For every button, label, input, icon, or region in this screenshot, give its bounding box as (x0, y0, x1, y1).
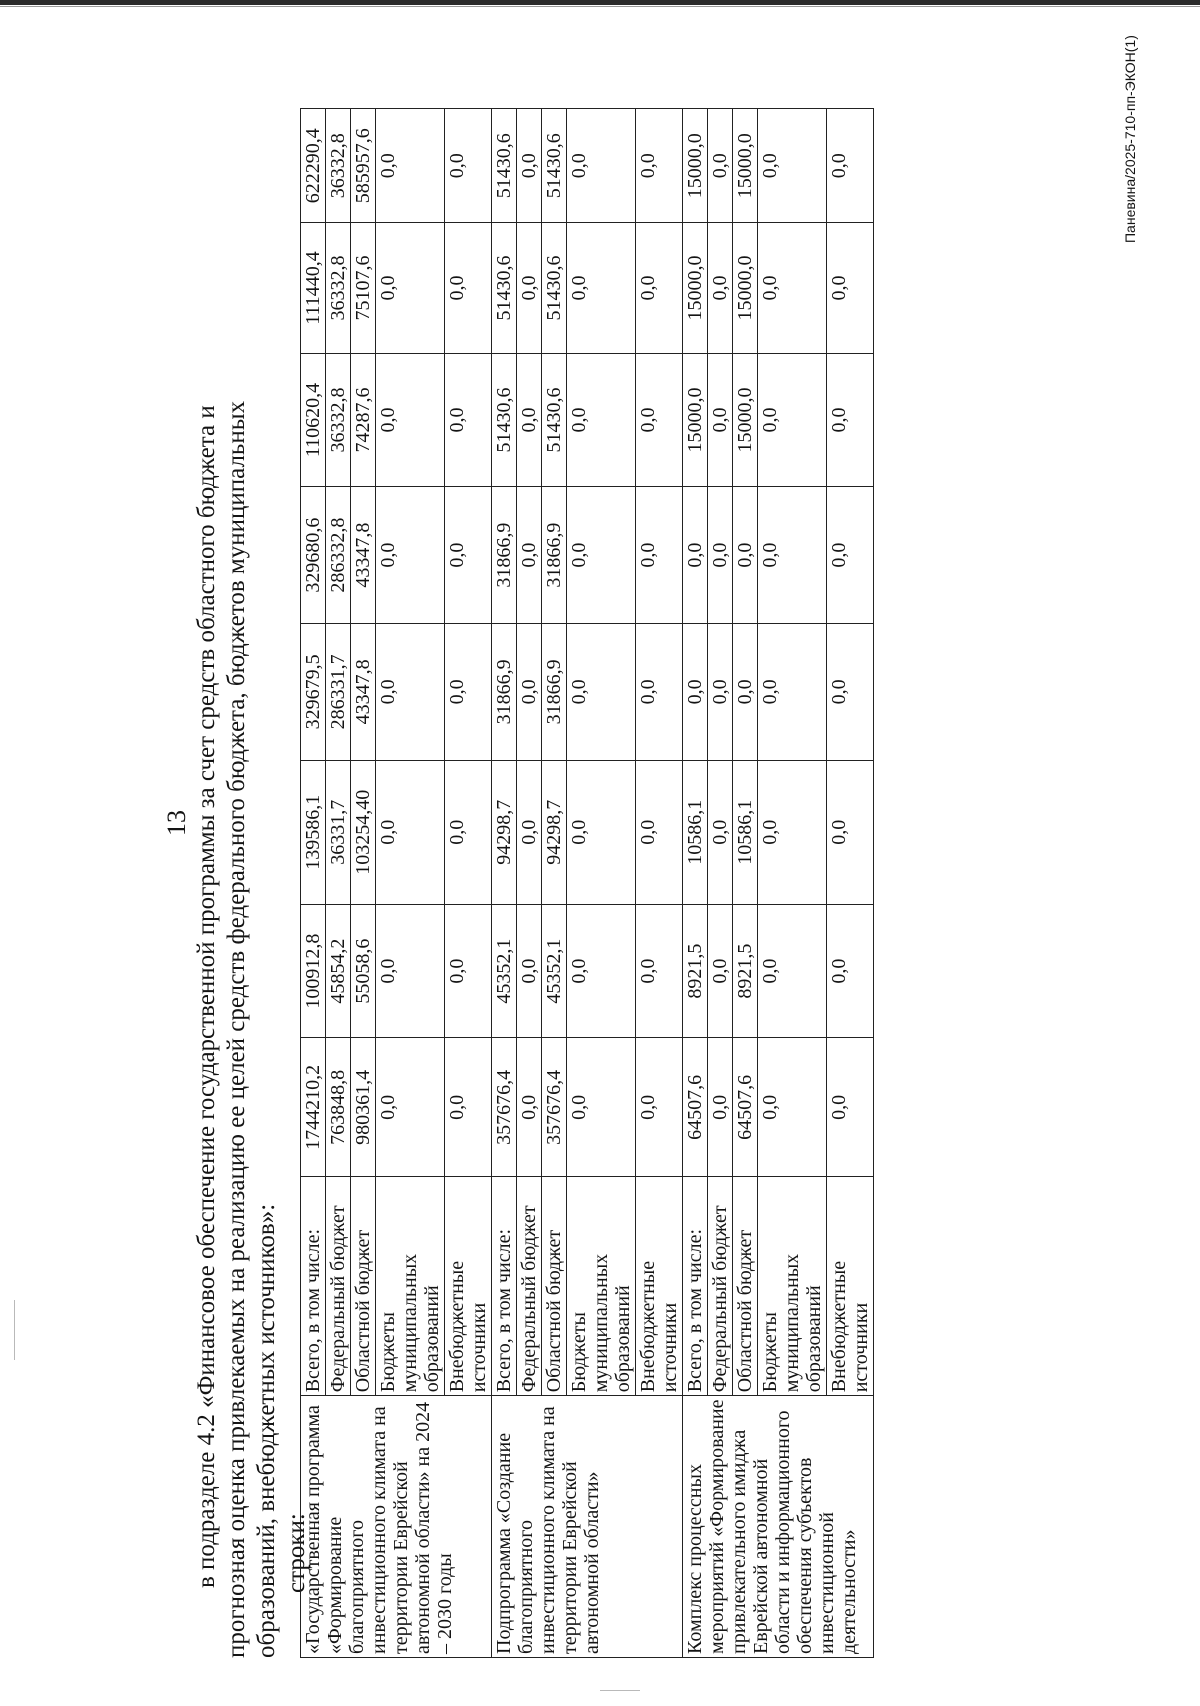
program-name-cell: Подпрограмма «Создание благоприятного инвестиционного климата на территории Еврейской автономной области» (492, 1396, 683, 1658)
amount-cell: 0,0 (827, 353, 874, 487)
amount-cell: 0,0 (517, 904, 542, 1038)
amount-cell: 0,0 (758, 487, 827, 624)
funding-source-cell: Федеральный бюджет (708, 1177, 733, 1396)
amount-cell: 0,0 (758, 623, 827, 760)
amount-cell: 0,0 (567, 353, 636, 487)
intro-line: строки: (283, 1513, 310, 1593)
amount-cell: 36332,8 (326, 223, 351, 353)
funding-source-cell: Бюджеты муниципальных образований (376, 1177, 445, 1396)
amount-cell: 0,0 (636, 760, 683, 904)
amount-cell: 0,0 (376, 1038, 445, 1177)
intro-paragraph (192, 28, 312, 1658)
amount-cell: 0,0 (445, 109, 492, 223)
amount-cell: 45352,1 (492, 904, 517, 1038)
amount-cell: 0,0 (758, 109, 827, 223)
amount-cell: 0,0 (636, 353, 683, 487)
amount-cell: 100912,8 (301, 904, 326, 1038)
amount-cell: 329680,6 (301, 487, 326, 624)
amount-cell: 51430,6 (492, 109, 517, 223)
amount-cell: 0,0 (517, 109, 542, 223)
funding-source-cell: Внебюджетные источники (445, 1177, 492, 1396)
amount-cell: 622290,4 (301, 109, 326, 223)
amount-cell: 31866,9 (542, 623, 567, 760)
funding-source-cell: Областной бюджет (351, 1177, 376, 1396)
amount-cell: 0,0 (445, 487, 492, 624)
amount-cell: 0,0 (567, 1038, 636, 1177)
amount-cell: 36331,7 (326, 760, 351, 904)
amount-cell: 15000,0 (683, 109, 708, 223)
amount-cell: 357676,4 (492, 1038, 517, 1177)
amount-cell: 0,0 (827, 487, 874, 624)
amount-cell: 75107,6 (351, 223, 376, 353)
funding-source-cell: Всего, в том числе: (683, 1177, 708, 1396)
intro-line: в подразделе 4.2 «Финансовое обеспечение государственной программы за счет средств областного бюджета и (193, 405, 220, 1588)
amount-cell: 0,0 (827, 1038, 874, 1177)
funding-source-cell: Бюджеты муниципальных образований (567, 1177, 636, 1396)
amount-cell: 0,0 (567, 487, 636, 624)
amount-cell: 0,0 (376, 623, 445, 760)
amount-cell: 45352,1 (542, 904, 567, 1038)
amount-cell: 0,0 (758, 223, 827, 353)
amount-cell: 0,0 (636, 904, 683, 1038)
financing-table (300, 108, 874, 1658)
amount-cell: 0,0 (567, 760, 636, 904)
amount-cell: 64507,6 (683, 1038, 708, 1177)
funding-source-cell: Внебюджетные источники (636, 1177, 683, 1396)
amount-cell: 0,0 (445, 1038, 492, 1177)
amount-cell: 0,0 (517, 353, 542, 487)
amount-cell: 0,0 (445, 223, 492, 353)
amount-cell: 15000,0 (733, 223, 758, 353)
table-row (301, 109, 326, 1658)
amount-cell: 0,0 (636, 223, 683, 353)
amount-cell: 0,0 (636, 623, 683, 760)
funding-source-cell: Всего, в том числе: (301, 1177, 326, 1396)
amount-cell: 103254,40 (351, 760, 376, 904)
amount-cell: 43347,8 (351, 487, 376, 624)
amount-cell: 45854,2 (326, 904, 351, 1038)
amount-cell: 15000,0 (733, 353, 758, 487)
funding-source-cell: Областной бюджет (733, 1177, 758, 1396)
amount-cell: 0,0 (683, 487, 708, 624)
amount-cell: 94298,7 (542, 760, 567, 904)
amount-cell: 10586,1 (733, 760, 758, 904)
program-name-cell: «Государственная программа «Формирование благоприятного инвестиционного климата на территории Еврейской автономной области» на 2024 – 2030 годы (301, 1396, 492, 1658)
amount-cell: 0,0 (758, 904, 827, 1038)
amount-cell: 51430,6 (542, 223, 567, 353)
amount-cell: 74287,6 (351, 353, 376, 487)
amount-cell: 31866,9 (542, 487, 567, 624)
amount-cell: 0,0 (733, 623, 758, 760)
amount-cell: 15000,0 (683, 223, 708, 353)
scan-speck (600, 1690, 640, 1691)
amount-cell: 8921,5 (733, 904, 758, 1038)
amount-cell: 139586,1 (301, 760, 326, 904)
amount-cell: 0,0 (708, 904, 733, 1038)
amount-cell: 0,0 (758, 760, 827, 904)
amount-cell: 36332,8 (326, 353, 351, 487)
amount-cell: 0,0 (517, 760, 542, 904)
table-row (683, 109, 708, 1658)
funding-source-cell: Бюджеты муниципальных образований (758, 1177, 827, 1396)
amount-cell: 0,0 (445, 623, 492, 760)
amount-cell: 1744210,2 (301, 1038, 326, 1177)
amount-cell: 329679,5 (301, 623, 326, 760)
amount-cell: 0,0 (733, 487, 758, 624)
amount-cell: 0,0 (445, 353, 492, 487)
amount-cell: 94298,7 (492, 760, 517, 904)
amount-cell: 286331,7 (326, 623, 351, 760)
funding-source-cell: Внебюджетные источники (827, 1177, 874, 1396)
amount-cell: 0,0 (517, 487, 542, 624)
amount-cell: 0,0 (636, 1038, 683, 1177)
amount-cell: 0,0 (827, 223, 874, 353)
amount-cell: 0,0 (517, 1038, 542, 1177)
amount-cell: 0,0 (517, 623, 542, 760)
scan-top-border (0, 0, 1200, 5)
intro-line: образований, внебюджетных источников»: (253, 1203, 280, 1658)
amount-cell: 0,0 (708, 109, 733, 223)
amount-cell: 31866,9 (492, 623, 517, 760)
amount-cell: 0,0 (758, 353, 827, 487)
amount-cell: 0,0 (708, 1038, 733, 1177)
amount-cell: 0,0 (636, 109, 683, 223)
scan-top-border-shadow (0, 6, 1200, 7)
amount-cell: 0,0 (445, 760, 492, 904)
amount-cell: 15000,0 (683, 353, 708, 487)
amount-cell: 0,0 (708, 487, 733, 624)
amount-cell: 0,0 (827, 760, 874, 904)
funding-source-cell: Областной бюджет (542, 1177, 567, 1396)
amount-cell: 0,0 (827, 109, 874, 223)
amount-cell: 0,0 (636, 487, 683, 624)
amount-cell: 51430,6 (492, 353, 517, 487)
amount-cell: 763848,8 (326, 1038, 351, 1177)
amount-cell: 357676,4 (542, 1038, 567, 1177)
amount-cell: 51430,6 (542, 353, 567, 487)
amount-cell: 36332,8 (326, 109, 351, 223)
funding-source-cell: Всего, в том числе: (492, 1177, 517, 1396)
page-number: 13 (162, 810, 191, 836)
amount-cell: 0,0 (517, 223, 542, 353)
amount-cell: 0,0 (567, 623, 636, 760)
amount-cell: 0,0 (827, 623, 874, 760)
amount-cell: 110620,4 (301, 353, 326, 487)
amount-cell: 43347,8 (351, 623, 376, 760)
amount-cell: 64507,6 (733, 1038, 758, 1177)
amount-cell: 51430,6 (542, 109, 567, 223)
amount-cell: 0,0 (376, 109, 445, 223)
amount-cell: 0,0 (758, 1038, 827, 1177)
amount-cell: 0,0 (376, 353, 445, 487)
document-code: Паневина/2025-710-пп-ЭКОН(1) (1122, 35, 1138, 243)
amount-cell: 0,0 (376, 223, 445, 353)
amount-cell: 8921,5 (683, 904, 708, 1038)
amount-cell: 0,0 (567, 223, 636, 353)
table-row (492, 109, 517, 1658)
amount-cell: 0,0 (708, 353, 733, 487)
amount-cell: 0,0 (827, 904, 874, 1038)
amount-cell: 31866,9 (492, 487, 517, 624)
amount-cell: 15000,0 (733, 109, 758, 223)
amount-cell: 55058,6 (351, 904, 376, 1038)
amount-cell: 10586,1 (683, 760, 708, 904)
amount-cell: 0,0 (376, 904, 445, 1038)
intro-line: прогнозная оценка привлекаемых на реализацию ее целей средств федерального бюджета, бюджетов муниципальных (223, 400, 250, 1658)
amount-cell: 585957,6 (351, 109, 376, 223)
rotated-page (162, 28, 1162, 1658)
amount-cell: 0,0 (708, 223, 733, 353)
amount-cell: 0,0 (376, 487, 445, 624)
amount-cell: 111440,4 (301, 223, 326, 353)
scan-speck (14, 1300, 15, 1360)
funding-source-cell: Федеральный бюджет (326, 1177, 351, 1396)
funding-source-cell: Федеральный бюджет (517, 1177, 542, 1396)
amount-cell: 0,0 (567, 109, 636, 223)
amount-cell: 980361,4 (351, 1038, 376, 1177)
amount-cell: 0,0 (376, 760, 445, 904)
amount-cell: 286332,8 (326, 487, 351, 624)
amount-cell: 0,0 (567, 904, 636, 1038)
amount-cell: 51430,6 (492, 223, 517, 353)
amount-cell: 0,0 (708, 760, 733, 904)
amount-cell: 0,0 (708, 623, 733, 760)
amount-cell: 0,0 (683, 623, 708, 760)
program-name-cell: Комплекс процессных мероприятий «Формирование привлекательного имиджа Еврейской автономной области и информационного обеспечения субъектов инвестиционной деятельности» (683, 1396, 874, 1658)
amount-cell: 0,0 (445, 904, 492, 1038)
